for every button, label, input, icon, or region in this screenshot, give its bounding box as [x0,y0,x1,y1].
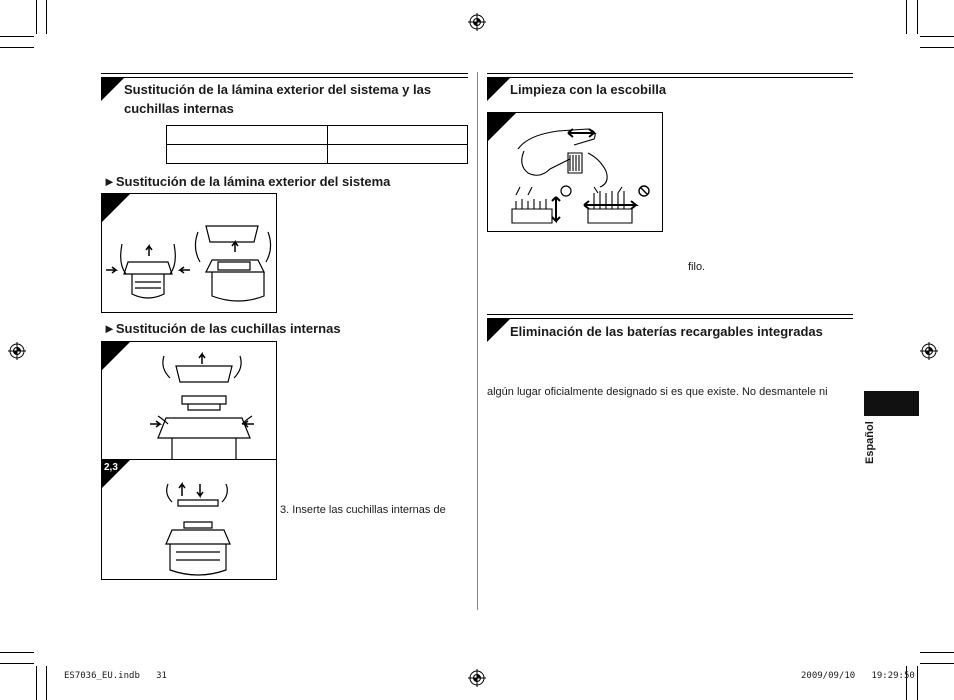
figure-outer-foil [101,193,277,313]
figure-inner-blades-step1 [101,341,277,461]
footer-file-info: ES7036_EU.indb 31 [64,671,167,681]
brush-cleaning-illustration [488,113,662,231]
subsection-title-inner-blades: ►Sustitución de las cuchillas internas [103,321,341,336]
section-rule [487,73,853,74]
language-tab-block [864,391,919,416]
figure-brush-cleaning [487,112,663,232]
table-cell [328,126,468,145]
crop-mark [0,47,34,48]
section-rule [101,77,468,78]
crop-mark [0,36,34,37]
triangle-bullet-icon: ► [103,321,116,336]
crop-mark [36,0,37,34]
triangle-bullet-icon: ► [103,174,116,189]
crop-mark [920,652,954,653]
section-rule [487,314,853,315]
footer-timestamp: 2009/09/10 19:29:50 [801,671,915,681]
section-corner-mark [487,77,511,101]
section-rule [487,77,853,78]
section-title-battery-removal: Eliminación de las baterías recargables integradas [510,324,823,339]
text-fragment-filo: filo. [688,261,706,273]
registration-mark-icon [8,342,26,360]
figure-inner-blades-step23 [101,459,277,580]
figure-step-label: 2,3 [104,462,118,473]
crop-mark [46,0,47,34]
table-row [167,126,468,145]
crop-mark [0,652,34,653]
prohibited-icon [638,185,650,197]
section-rule [487,318,853,319]
section-title-brush-cleaning: Limpieza con la escobilla [510,82,667,97]
circle-ok-icon [560,185,572,197]
crop-mark [917,666,918,700]
crop-mark [46,666,47,700]
section-corner-mark [101,77,125,101]
step3-instruction: 3. Inserte las cuchillas internas de [280,504,446,516]
crop-mark [36,666,37,700]
section-title-replacement: Sustitución de la lámina exterior del sistema y las cuchillas internas [124,82,432,116]
table-cell [167,126,328,145]
subsection-title-outer-foil: ►Sustitución de la lámina exterior del sistema [103,174,391,189]
crop-mark [920,663,954,664]
outer-foil-illustration [102,194,276,312]
section-rule [101,73,468,74]
crop-mark [917,0,918,34]
inner-blades-insert-illustration [102,460,276,579]
crop-mark [0,663,34,664]
registration-mark-icon [920,342,938,360]
text-fragment-disposal: algún lugar oficialmente designado si es que existe. No desmantele ni [487,386,828,398]
table-cell [167,145,328,164]
section-corner-mark [487,318,511,342]
inner-blades-removal-illustration [102,342,276,460]
table-row [167,145,468,164]
table-cell [328,145,468,164]
language-tab-label: Español [864,421,876,464]
registration-mark-icon [468,669,486,687]
crop-mark [906,0,907,34]
column-divider [477,72,478,610]
crop-mark [920,47,954,48]
registration-mark-icon [468,13,486,31]
parts-table [166,125,468,164]
crop-mark [920,36,954,37]
